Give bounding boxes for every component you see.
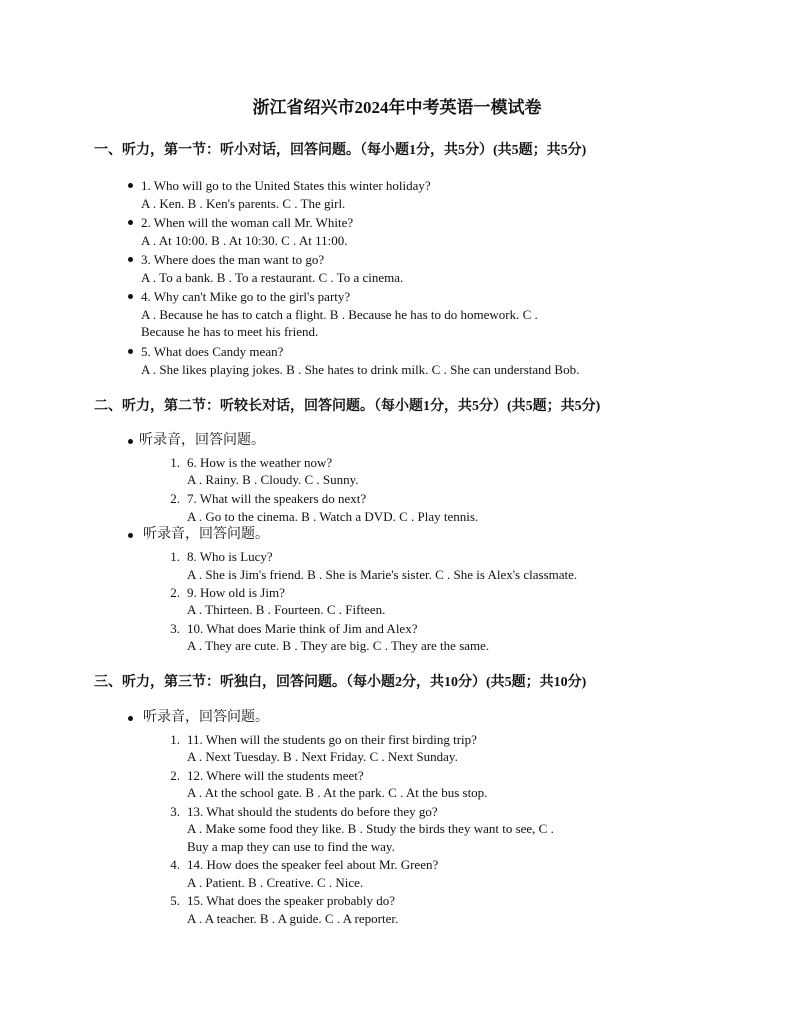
question-13: 13. What should the students do before they go? bbox=[187, 804, 438, 819]
bullet-icon bbox=[128, 716, 133, 721]
group-label: 听录音，回答问题。 bbox=[143, 710, 269, 725]
item-number: 1. bbox=[170, 455, 180, 470]
question-5: 5. What does Candy mean? bbox=[141, 344, 284, 359]
question-12: 12. Where will the students meet? bbox=[187, 768, 364, 783]
question-14: 14. How does the speaker feel about Mr. Green? bbox=[187, 857, 439, 872]
bullet-icon bbox=[128, 183, 133, 188]
bullet-icon bbox=[128, 294, 133, 299]
question-2: 2. When will the woman call Mr. White? bbox=[141, 215, 354, 230]
item-number: 4. bbox=[170, 857, 180, 872]
question-6: 6. How is the weather now? bbox=[187, 455, 333, 470]
options-4: A . Because he has to catch a flight. B . Because he has to do homework. C . bbox=[141, 307, 538, 322]
options-7: A . Go to the cinema. B . Watch a DVD. C . Play tennis. bbox=[187, 509, 479, 524]
question-10: 10. What does Marie think of Jim and Alex? bbox=[187, 621, 418, 636]
bullet-icon bbox=[128, 533, 133, 538]
group-label: 听录音，回答问题。 bbox=[139, 433, 265, 448]
options-15: A . A teacher. B . A guide. C . A reporter. bbox=[187, 911, 399, 926]
bullet-icon bbox=[128, 439, 133, 444]
bullet-icon bbox=[128, 349, 133, 354]
question-7: 7. What will the speakers do next? bbox=[187, 491, 367, 506]
question-11: 11. When will the students go on their first birding trip? bbox=[187, 732, 477, 747]
options-6: A . Rainy. B . Cloudy. C . Sunny. bbox=[187, 472, 359, 487]
options-1: A . Ken. B . Ken's parents. C . The girl. bbox=[141, 196, 346, 211]
section-heading-3: 三、听力，第三节：听独白，回答问题。（每小题2分，共10分）(共5题；共10分) bbox=[94, 675, 587, 690]
options-9: A . Thirteen. B . Fourteen. C . Fifteen. bbox=[187, 602, 386, 617]
bullet-icon bbox=[128, 257, 133, 262]
item-number: 3. bbox=[170, 804, 180, 819]
group-label: 听录音，回答问题。 bbox=[143, 527, 269, 542]
options-13-cont: Buy a map they can use to find the way. bbox=[187, 839, 395, 854]
options-4-cont: Because he has to meet his friend. bbox=[141, 324, 319, 339]
question-8: 8. Who is Lucy? bbox=[187, 549, 273, 564]
section-heading-2: 二、听力，第二节：听较长对话，回答问题。（每小题1分，共5分）(共5题；共5分) bbox=[94, 399, 601, 414]
options-2: A . At 10:00. B . At 10:30. C . At 11:00. bbox=[141, 233, 348, 248]
item-number: 3. bbox=[170, 621, 180, 636]
item-number: 1. bbox=[170, 732, 180, 747]
question-4: 4. Why can't Mike go to the girl's party? bbox=[141, 289, 351, 304]
item-number: 2. bbox=[170, 491, 180, 506]
item-number: 2. bbox=[170, 768, 180, 783]
bullet-icon bbox=[128, 220, 133, 225]
options-10: A . They are cute. B . They are big. C . They are the same. bbox=[187, 638, 490, 653]
question-15: 15. What does the speaker probably do? bbox=[187, 893, 396, 908]
item-number: 5. bbox=[170, 893, 180, 908]
question-1: 1. Who will go to the United States this winter holiday? bbox=[141, 178, 431, 193]
options-8: A . She is Jim's friend. B . She is Marie's sister. C . She is Alex's classmate. bbox=[187, 567, 578, 582]
item-number: 1. bbox=[170, 549, 180, 564]
page-title: 浙江省绍兴市2024年中考英语一模试卷 bbox=[252, 98, 542, 117]
options-5: A . She likes playing jokes. B . She hates to drink milk. C . She can understand Bob. bbox=[141, 362, 580, 377]
section-heading-1: 一、听力，第一节：听小对话，回答问题。（每小题1分，共5分）(共5题；共5分) bbox=[94, 143, 587, 158]
question-9: 9. How old is Jim? bbox=[187, 585, 285, 600]
options-11: A . Next Tuesday. B . Next Friday. C . Next Sunday. bbox=[187, 749, 458, 764]
question-3: 3. Where does the man want to go? bbox=[141, 252, 325, 267]
options-13: A . Make some food they like. B . Study the birds they want to see, C . bbox=[187, 821, 554, 836]
options-3: A . To a bank. B . To a restaurant. C . To a cinema. bbox=[141, 270, 404, 285]
options-12: A . At the school gate. B . At the park. C . At the bus stop. bbox=[187, 785, 488, 800]
options-14: A . Patient. B . Creative. C . Nice. bbox=[187, 875, 364, 890]
item-number: 2. bbox=[170, 585, 180, 600]
